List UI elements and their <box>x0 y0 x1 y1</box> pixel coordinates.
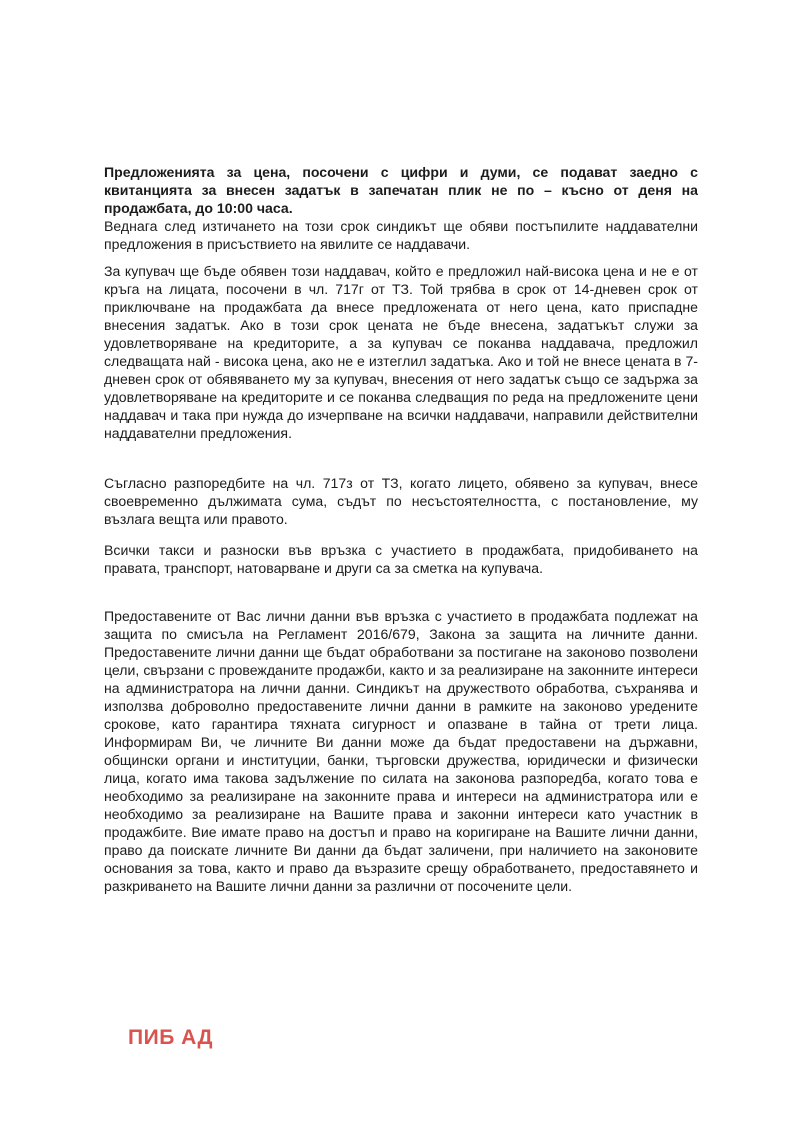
bids-submission-paragraph: Предложенията за цена, посочени с цифри и думи, се подават заедно с квитанцията за внесен задатък в запечатан плик не по – късно от деня на продажбата, до 10:00 часа. <box>104 164 698 216</box>
article-717z-paragraph: Съгласно разпоредбите на чл. 717з от ТЗ, когато лицето, обявено за купувач, внесе своевременно дължимата сума, съдът по несъстоятелността, с постановление, му възлага вещта или правото. <box>104 475 698 527</box>
company-stamp: ПИБ АД <box>128 1026 214 1049</box>
personal-data-paragraph: Предоставените от Вас лични данни във връзка с участието в продажбата подлежат на защита по смисъла на Регламент 2016/679, Закона за защита на личните данни. Предоставените лични данни ще бъдат обработвани за постигане на законово позволени цели, свързани с провежданите продажби, както и за реализиране на законните интереси на администратора на лични данни. Синдикът на дружеството обработва, съхранява и използва доброволно предоставените лични данни в рамките на законово уредените срокове, като гарантира тяхната сигурност и опазване в тайна от трети лица. Информирам Ви, че личните Ви данни може да бъдат предоставени на държавни, общински органи и институции, банки, търговски дружества, юридически и физически лица, когато има такова задължение по силата на законова разпоредба, когато това е необходимо за реализиране на законните права и интереси на администратора или е необходимо за реализиране на Вашите права и законни интереси като участник в продажбите. Вие имате право на достъп и право на коригиране на Вашите лични данни, право да поискате личните Ви данни да бъдат заличени, при наличието на законовите основания за това, както и право да възразите срещу обработването, предоставянето и разкриването на Вашите лични данни за различни от посочените цели. <box>104 608 698 894</box>
bids-announcement-paragraph: Веднага след изтичането на този срок синдикът ще обяви постъпилите наддавателни предложения в присъствието на явилите се наддавачи. <box>104 218 698 252</box>
buyer-terms-paragraph: За купувач ще бъде обявен този наддавач, който е предложил най-висока цена и не е от кръга на лицата, посочени в чл. 717г от ТЗ. Той трябва в срок от 14-дневен срок от приключване на продажбата да внесе предложената от него цена, като приспадне внесения задатък. Ако в този срок цената не бъде внесена, задатъкът служи за удовлетворяване на кредиторите, а за купувач се поканва наддавача, предложил следващата най - висока цена, ако не е изтеглил задатъка. Ако и той не внесе цената в 7-дневен срок от обявяването му за купувач, внесения от него задатък също се задържа за удовлетворяване на кредиторите и се поканва следващия по реда на предложените цени наддавач и така при нужда до изчерпване на всички наддавачи, направили действителни наддавателни предложения. <box>104 263 698 441</box>
fees-paragraph: Всички такси и разноски във връзка с участието в продажбата, придобиването на правата, транспорт, натоварване и други са за сметка на купувача. <box>104 542 698 576</box>
